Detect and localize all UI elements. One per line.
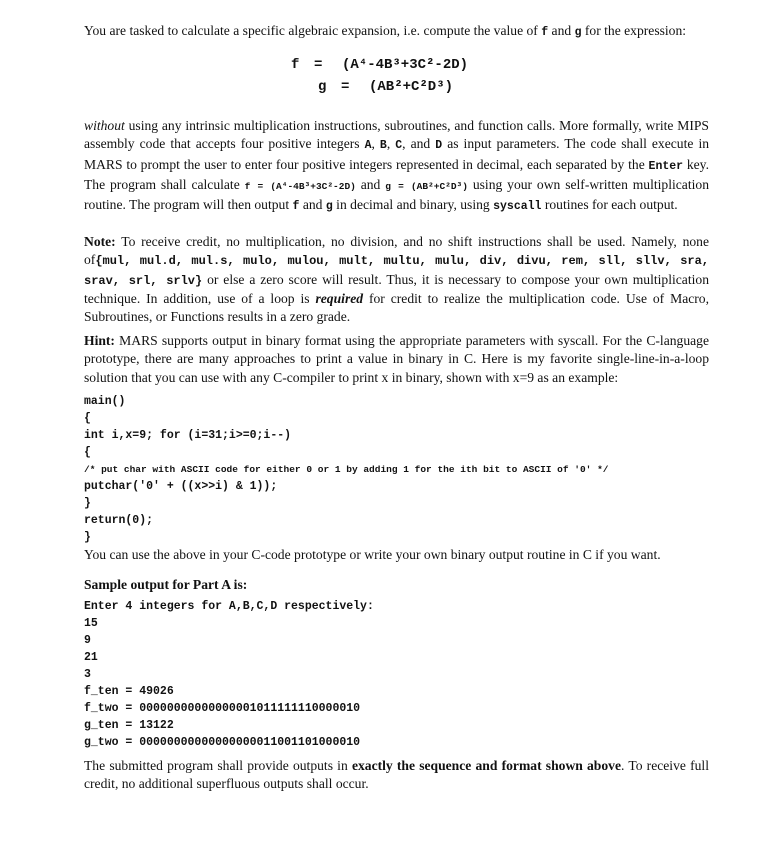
document (84, 22, 709, 794)
code-block (84, 393, 709, 546)
var-f: f (541, 26, 549, 39)
final-text-1: The submitted program shall provide outputs in (84, 758, 352, 774)
final-text-2: . To receive full credit, no additional superfluous outputs shall occur. (84, 758, 709, 792)
equation-g (84, 76, 709, 98)
sample-output-line: f_two = 00000000000000001011111110000010 (84, 702, 361, 716)
and-text-2: and (355, 176, 386, 192)
note-label: Note: (84, 234, 116, 250)
equation-g-expression: (AB²+C²D³) (369, 79, 454, 96)
equation-f-expression: (A⁴-4B³+3C²-2D) (342, 57, 469, 74)
equations (84, 54, 709, 98)
sample-output (84, 598, 709, 751)
sample-output-line: g_two = 00000000000000000011001101000010 (84, 736, 361, 750)
equation-f (84, 54, 709, 76)
code-line: int i,x=9; for (i=31;i>=0;i--) (84, 428, 292, 442)
code-line: { (84, 411, 91, 425)
sample-heading-text: Sample output for Part A is: (84, 577, 248, 593)
equation-f-label: f (291, 57, 300, 74)
note-paragraph (84, 233, 709, 326)
equation-g-equals: = (341, 79, 350, 96)
intro-text: You are tasked to calculate a specific algebraic expansion, i.e. compute the value of (84, 23, 542, 38)
param-d: D (435, 139, 443, 153)
code-line: } (84, 530, 91, 544)
intro-and: and (548, 23, 575, 38)
intro-paragraph (84, 22, 709, 42)
note-text-2: or else a zero score will result. Thus, it is necessary to compose your own multiplication technique. In addition, use of a loop is (84, 271, 709, 306)
description-paragraph (84, 117, 709, 216)
without-text: without (84, 118, 125, 134)
var-g: g (574, 26, 582, 39)
hint-paragraph (84, 332, 709, 387)
desc-text-3: key. The program shall calculate (84, 156, 709, 192)
enter-key: Enter (648, 159, 684, 173)
required-word: required (315, 290, 364, 306)
var-f-output: f (292, 200, 300, 214)
equation-g-label: g (318, 79, 327, 96)
desc-text-6: routines for each output. (541, 197, 678, 213)
after-code-text: You can use the above in your C-code prototype or write your own binary output routine in C if you want. (84, 546, 661, 562)
sample-output-line: Enter 4 integers for A,B,C,D respectively: (84, 600, 374, 614)
desc-text-4: using your own self-written multiplication routine. The program will then output (84, 176, 709, 213)
sample-output-line: f_ten = 49026 (84, 685, 174, 699)
hint-text: MARS supports output in binary format using the appropriate parameters with syscall. For the C-language prototype, there are many approaches to print a value in binary in C. Here is my favorite single-line-in-a-loop solution that you can use with any C-compiler to print x in binary, shown with x=9 as an example: (84, 333, 709, 385)
sample-heading (84, 576, 709, 594)
comma-1: , (371, 136, 380, 152)
equation-f-equals: = (314, 57, 323, 74)
code-line: main() (84, 394, 126, 408)
intro-text-2: for the expression: (581, 23, 687, 38)
sample-output-line: 3 (84, 668, 91, 682)
desc-text-2: as input parameters. The code shall execute in MARS to prompt the user to enter four positive integers represented in decimal, each separated by the (84, 136, 710, 172)
and-text: , and (402, 136, 436, 152)
g-formula-inline: g = (AB²+C²D³) (385, 180, 468, 192)
final-paragraph (84, 757, 709, 793)
note-text-1: To receive credit, no multiplication, no division, and no shift instructions shall be used. Namely, none of (84, 234, 709, 268)
note-text-3: for credit to realize the multiplication code. Use of Macro, Subroutines, or Functions results in a zero grade. (84, 290, 709, 325)
sample-output-line: 15 (84, 617, 98, 631)
final-bold-text: exactly the sequence and format shown above (351, 758, 621, 774)
sample-output-line: 9 (84, 634, 91, 648)
code-comment-line: /* put char with ASCII code for either 0 or 1 by adding 1 for the ith bit to ASCII of '0' */ (84, 463, 609, 475)
and-text-3: and (299, 197, 326, 213)
code-line: { (84, 445, 91, 459)
f-formula-inline: f = (A⁴-4B³+3C²-2D) (244, 180, 356, 192)
sample-output-line: 21 (84, 651, 98, 665)
desc-text-5: in decimal and binary, using (332, 197, 494, 213)
hint-label: Hint: (84, 333, 115, 349)
comma-2: , (386, 136, 396, 152)
param-a: A (364, 139, 372, 153)
code-line: } (84, 496, 91, 510)
sample-output-line: g_ten = 13122 (84, 719, 174, 733)
var-g-output: g (325, 200, 333, 214)
code-line: putchar('0' + ((x>>i) & 1)); (84, 479, 278, 493)
desc-text-1: using any intrinsic multiplication instructions, subroutines, and function calls. More formally, write MIPS assembly code that accepts four positive integers (84, 118, 709, 152)
code-line: return(0); (84, 513, 154, 527)
forbidden-instructions: {mul, mul.d, mul.s, mulo, mulou, mult, multu, mulu, div, divu, rem, sll, sllv, sra, srav, srl, srlv} (84, 254, 709, 288)
param-b: B (379, 139, 387, 153)
syscall-word: syscall (493, 200, 542, 214)
param-c: C (395, 139, 403, 153)
